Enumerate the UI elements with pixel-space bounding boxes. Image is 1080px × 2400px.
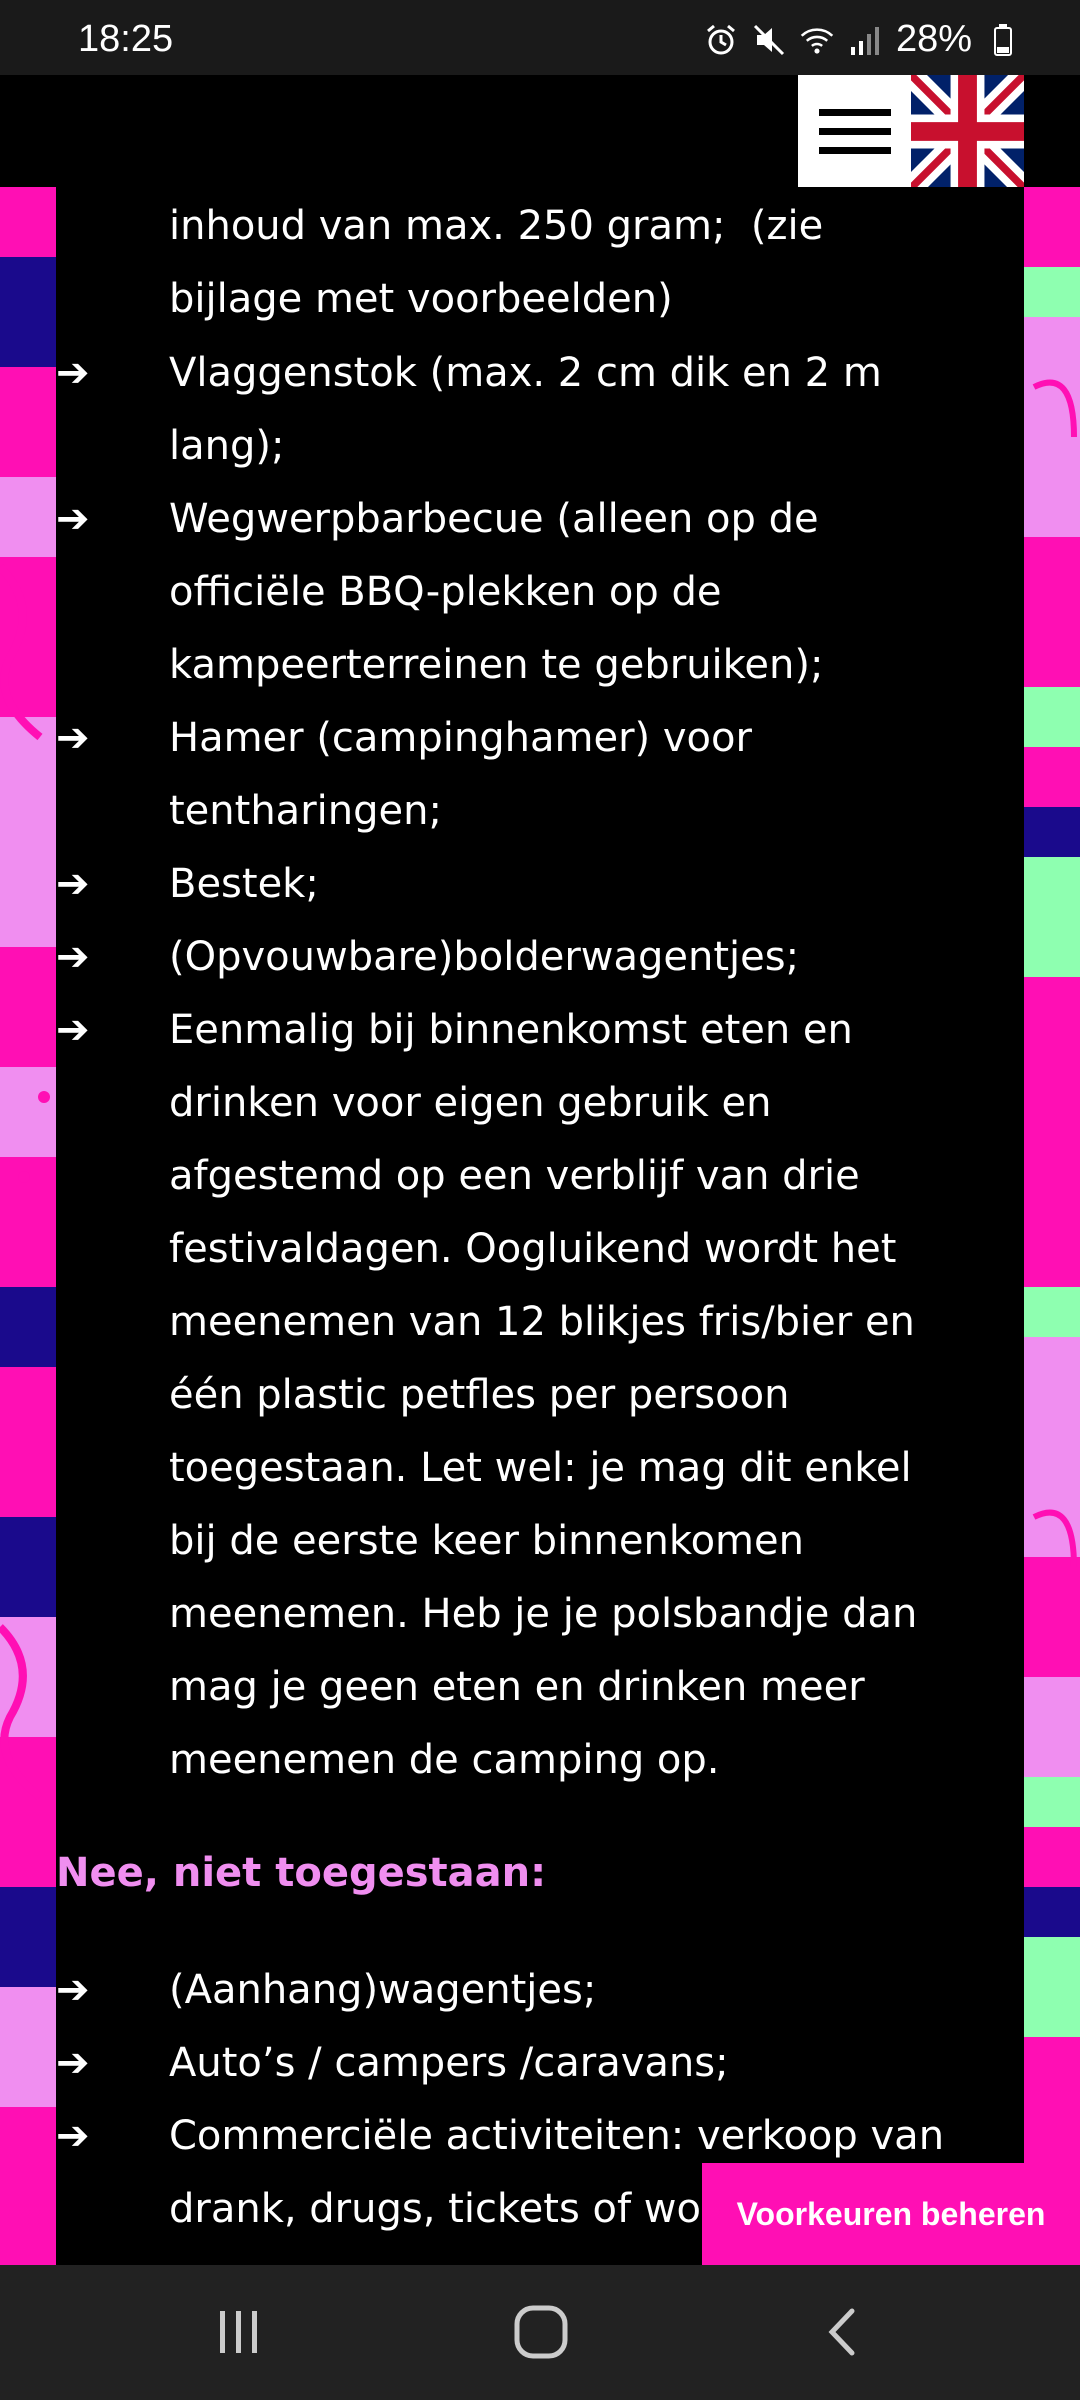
arrow-right-icon: ➔ [56,2113,90,2159]
back-icon[interactable] [808,2297,878,2367]
arrow-right-icon: ➔ [56,715,90,761]
list-item-text: Bestek; [169,861,319,907]
battery-icon [986,23,1020,57]
mute-icon [752,23,786,57]
hamburger-menu-icon[interactable] [798,75,911,188]
right-decorative-pattern [1024,187,1080,2265]
list-item-text: inhoud van max. 250 gram; (zie bijlage met voorbeelden) [169,203,824,322]
home-icon[interactable] [506,2297,576,2367]
arrow-right-icon: ➔ [56,350,90,396]
status-bar [0,0,1080,75]
battery-percent: 28% [895,18,972,60]
cookie-preferences-button[interactable]: Voorkeuren beheren [702,2163,1080,2265]
list-item-text: Wegwerpbarbecue (alleen op de officiële BBQ-plekken op de kampeerterreinen te gebruiken); [169,496,824,688]
list-item-text: Commerciële activiteiten: verkoop van drank, drugs, tickets of wo [169,2113,945,2232]
list-item-text: (Aanhang)wagentjes; [169,1967,597,2013]
arrow-right-icon: ➔ [56,496,90,542]
recent-apps-icon[interactable] [204,2297,274,2367]
alarm-icon [704,23,738,57]
list-item-text: Auto’s / campers /caravans; [169,2040,729,2086]
wifi-icon [800,23,834,57]
list-item-text: Eenmalig bij binnenkomst eten en drinken voor eigen gebruik en afgestemd op een verblijf van drie festivaldagen. Oogluikend wordt het meenemen van 12 blikjes fris/bier en één plastic petfles per persoon toegestaan. Let wel: je mag dit enkel bij de eerste keer binnenkomen meenemen. Heb je je polsbandje dan mag je geen eten en drinken meer meenemen de camping op. [169,1007,918,1783]
section-heading: Nee, niet toegestaan: [56,1850,547,1896]
arrow-right-icon: ➔ [56,1967,90,2013]
system-navigation-bar [0,2265,1080,2400]
list-item-text: Vlaggenstok (max. 2 cm dik en 2 m lang); [169,350,882,469]
left-decorative-pattern [0,187,56,2265]
list-item-text: Hamer (campinghamer) voor tentharingen; [169,715,752,834]
signal-icon [848,23,882,57]
arrow-right-icon: ➔ [56,2040,90,2086]
arrow-right-icon: ➔ [56,861,90,907]
arrow-right-icon: ➔ [56,934,90,980]
status-icons [704,18,1020,61]
list-item-text: (Opvouwbare)bolderwagentjes; [169,934,800,980]
arrow-right-icon: ➔ [56,1007,90,1053]
status-time: 18:25 [78,18,174,60]
uk-flag-icon[interactable] [911,75,1024,188]
